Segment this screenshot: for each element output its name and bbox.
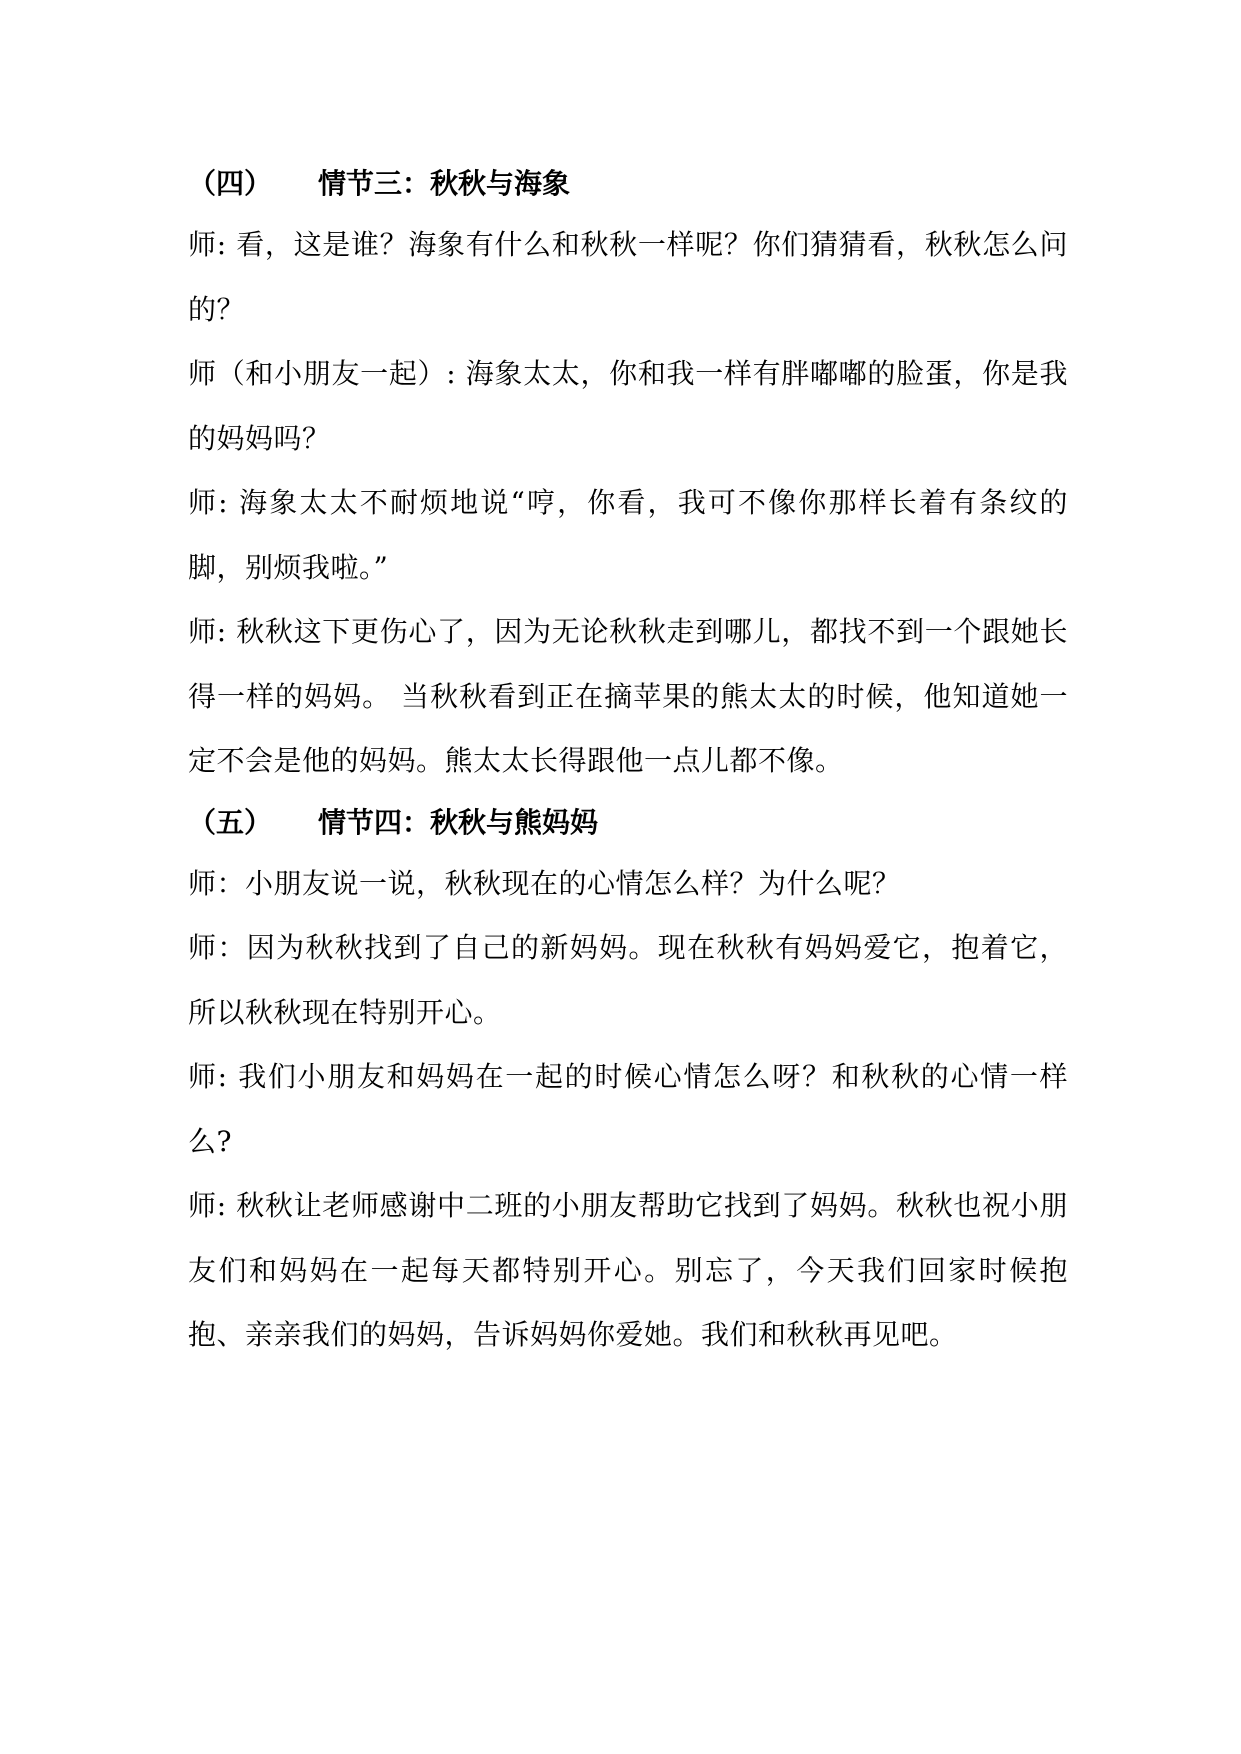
section-title: 情节四：秋秋与熊妈妈 [318,805,599,839]
paragraph: 师：小朋友说一说，秋秋现在的心情怎么样？为什么呢？ [188,866,901,900]
paragraph: 师: 我们小朋友和妈妈在一起的时候心情怎么呀？和秋秋的心情一样么? [188,1060,1068,1158]
section-title: 情节三：秋秋与海象 [318,167,571,200]
paragraph: 师: 海象太太不耐烦地说“哼，你看，我可不像你那样长着有条纹的脚，别烦我啦。” [188,486,1068,584]
document-content [188,155,1068,1368]
paragraph: 师: 秋秋让老师感谢中二班的小朋友帮助它找到了妈妈。秋秋也祝小朋友们和妈妈在一起每天都特别开心。别忘了，今天我们回家时候抱抱、亲亲我们的妈妈，告诉妈妈你爱她。我们和秋秋再见吧。 [188,1189,1068,1351]
paragraph: 师：因为秋秋找到了自己的新妈妈。现在秋秋有妈妈爱它，抱着它，所以秋秋现在特别开心。 [188,931,1068,1029]
paragraph: 师: 秋秋这下更伤心了，因为无论秋秋走到哪儿，都找不到一个跟她长得一样的妈妈。 当秋秋看到正在摘苹果的熊太太的时候，他知道她一定不会是他的妈妈。熊太太长得跟他一点儿都不像。 [188,615,1068,777]
paragraph: 师: 看，这是谁？海象有什么和秋秋一样呢？你们猜猜看，秋秋怎么问的？ [188,228,1068,326]
section-heading-4 [188,155,1068,213]
paragraph: 师（和小朋友一起）: 海象太太，你和我一样有胖嘟嘟的脸蛋，你是我的妈妈吗？ [188,357,1068,455]
section-heading-5 [188,794,1068,852]
section-number: （五） [188,805,273,839]
section-number: （四） [188,167,273,200]
